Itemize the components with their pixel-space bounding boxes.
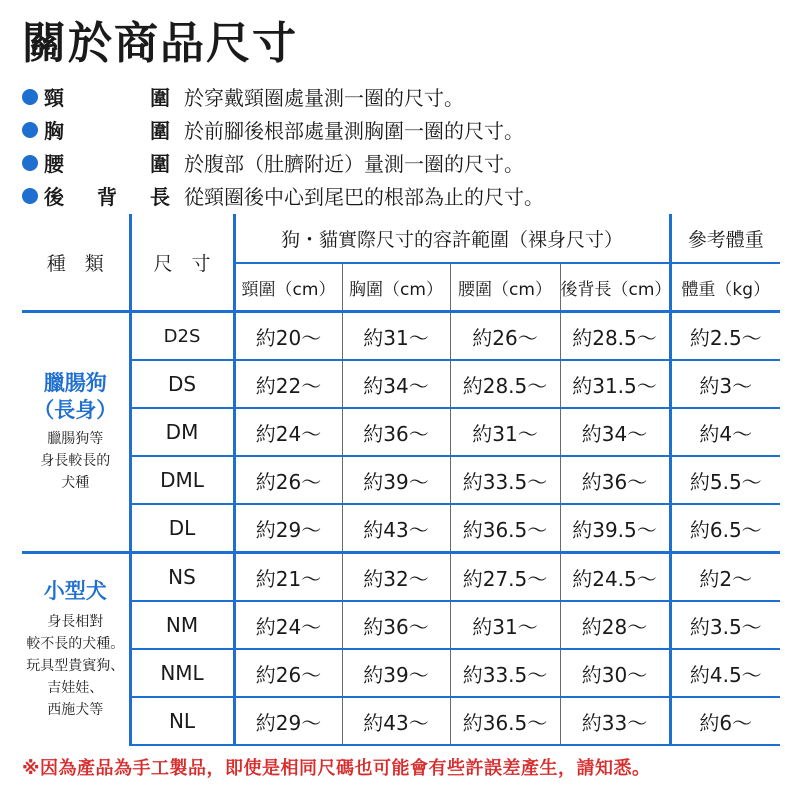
- chest-value: 約31～: [342, 312, 450, 361]
- waist-value: 約31～: [450, 601, 560, 649]
- table-row: [22, 456, 780, 504]
- chest-value: 約36～: [342, 601, 450, 649]
- group-note: 西施犬等: [47, 702, 104, 718]
- back-value: 約31.5～: [560, 360, 670, 408]
- definition-desc: 於前腳後根部處量測胸圍一圈的尺寸。: [184, 119, 524, 143]
- waist-value: 約27.5～: [450, 553, 560, 602]
- weight-value: 約4～: [670, 408, 780, 456]
- back-value: 約30～: [560, 649, 670, 697]
- weight-value: 約4.5～: [670, 649, 780, 697]
- definition-term: 後 背 長: [44, 185, 170, 209]
- back-value: 約28.5～: [560, 312, 670, 361]
- group-note: 較不長的犬種。: [26, 636, 125, 652]
- page-title: 關於商品尺寸: [22, 18, 298, 69]
- size-label: NM: [130, 601, 234, 649]
- chest-value: 約36～: [342, 408, 450, 456]
- table-row: [22, 649, 780, 697]
- group-name-sub: （長身）: [33, 398, 118, 422]
- bullet-dot-icon: [22, 155, 38, 171]
- header-size: 尺 寸: [130, 214, 234, 312]
- size-label: DL: [130, 504, 234, 553]
- size-label: NL: [130, 697, 234, 745]
- neck-value: 約24～: [234, 408, 342, 456]
- definition-neck: [22, 80, 544, 113]
- group-note: 吉娃娃、: [47, 680, 104, 696]
- group-note: 玩具型貴賓狗、: [26, 658, 125, 674]
- bullet-dot-icon: [22, 89, 38, 105]
- header-kind: 種 類: [22, 214, 130, 312]
- table-header-row: [22, 214, 780, 263]
- table-row: [22, 408, 780, 456]
- waist-value: 約33.5～: [450, 456, 560, 504]
- back-value: 約36～: [560, 456, 670, 504]
- definition-desc: 於腹部（肚臍附近）量測一圈的尺寸。: [184, 152, 524, 176]
- weight-value: 約6～: [670, 697, 780, 745]
- group-note: 臘腸狗等: [47, 431, 104, 447]
- waist-value: 約36.5～: [450, 504, 560, 553]
- weight-value: 約5.5～: [670, 456, 780, 504]
- definition-list: [22, 80, 544, 212]
- bullet-dot-icon: [22, 122, 38, 138]
- group-note: 身長較長的: [40, 453, 111, 469]
- header-neck: 頸圍（cm）: [234, 263, 342, 312]
- size-table: [22, 214, 780, 746]
- definition-term: 頸 圍: [44, 86, 170, 110]
- header-reference-weight: 參考體重: [670, 214, 780, 263]
- size-label: D2S: [130, 312, 234, 361]
- definition-desc: 於穿戴頸圈處量測一圈的尺寸。: [184, 86, 464, 110]
- waist-value: 約26～: [450, 312, 560, 361]
- neck-value: 約29～: [234, 697, 342, 745]
- back-value: 約34～: [560, 408, 670, 456]
- group-dachshund: [22, 312, 130, 553]
- neck-value: 約26～: [234, 456, 342, 504]
- group-name: 小型犬: [43, 579, 107, 603]
- weight-value: 約2.5～: [670, 312, 780, 361]
- waist-value: 約33.5～: [450, 649, 560, 697]
- header-actual-range: 狗・貓實際尺寸的容許範圍（裸身尺寸）: [234, 214, 670, 263]
- weight-value: 約2～: [670, 553, 780, 602]
- header-weight: 體重（kg）: [670, 263, 780, 312]
- chest-value: 約32～: [342, 553, 450, 602]
- neck-value: 約21～: [234, 553, 342, 602]
- waist-value: 約28.5～: [450, 360, 560, 408]
- size-label: DM: [130, 408, 234, 456]
- size-label: DML: [130, 456, 234, 504]
- neck-value: 約24～: [234, 601, 342, 649]
- neck-value: 約20～: [234, 312, 342, 361]
- size-label: NS: [130, 553, 234, 602]
- definition-back-length: [22, 179, 544, 212]
- chest-value: 約34～: [342, 360, 450, 408]
- group-name: 臘腸狗: [43, 371, 107, 395]
- header-waist: 腰圍（cm）: [450, 263, 560, 312]
- table-row: [22, 697, 780, 745]
- size-label: NML: [130, 649, 234, 697]
- neck-value: 約22～: [234, 360, 342, 408]
- weight-value: 約3～: [670, 360, 780, 408]
- definition-term: 腰 圍: [44, 152, 170, 176]
- chest-value: 約39～: [342, 649, 450, 697]
- header-chest: 胸圍（cm）: [342, 263, 450, 312]
- definition-term: 胸 圍: [44, 119, 170, 143]
- back-value: 約33～: [560, 697, 670, 745]
- weight-value: 約6.5～: [670, 504, 780, 553]
- back-value: 約39.5～: [560, 504, 670, 553]
- back-value: 約24.5～: [560, 553, 670, 602]
- chest-value: 約39～: [342, 456, 450, 504]
- group-note: 犬種: [61, 475, 90, 491]
- table-row: [22, 504, 780, 553]
- definition-chest: [22, 113, 544, 146]
- size-label: DS: [130, 360, 234, 408]
- weight-value: 約3.5～: [670, 601, 780, 649]
- definition-waist: [22, 146, 544, 179]
- neck-value: 約29～: [234, 504, 342, 553]
- table-row: [22, 553, 780, 602]
- table-row: [22, 360, 780, 408]
- footnote: ※因為產品為手工製品，即使是相同尺碼也可能會有些許誤差產生，請知悉。: [22, 758, 651, 779]
- group-note: 身長相對: [47, 614, 104, 630]
- chest-value: 約43～: [342, 697, 450, 745]
- bullet-dot-icon: [22, 188, 38, 204]
- waist-value: 約31～: [450, 408, 560, 456]
- back-value: 約28～: [560, 601, 670, 649]
- table-row: [22, 312, 780, 361]
- header-back-length: 後背長（cm）: [560, 263, 670, 312]
- table-row: [22, 601, 780, 649]
- definition-desc: 從頸圈後中心到尾巴的根部為止的尺寸。: [184, 185, 544, 209]
- chest-value: 約43～: [342, 504, 450, 553]
- waist-value: 約36.5～: [450, 697, 560, 745]
- neck-value: 約26～: [234, 649, 342, 697]
- group-small-dog: [22, 553, 130, 746]
